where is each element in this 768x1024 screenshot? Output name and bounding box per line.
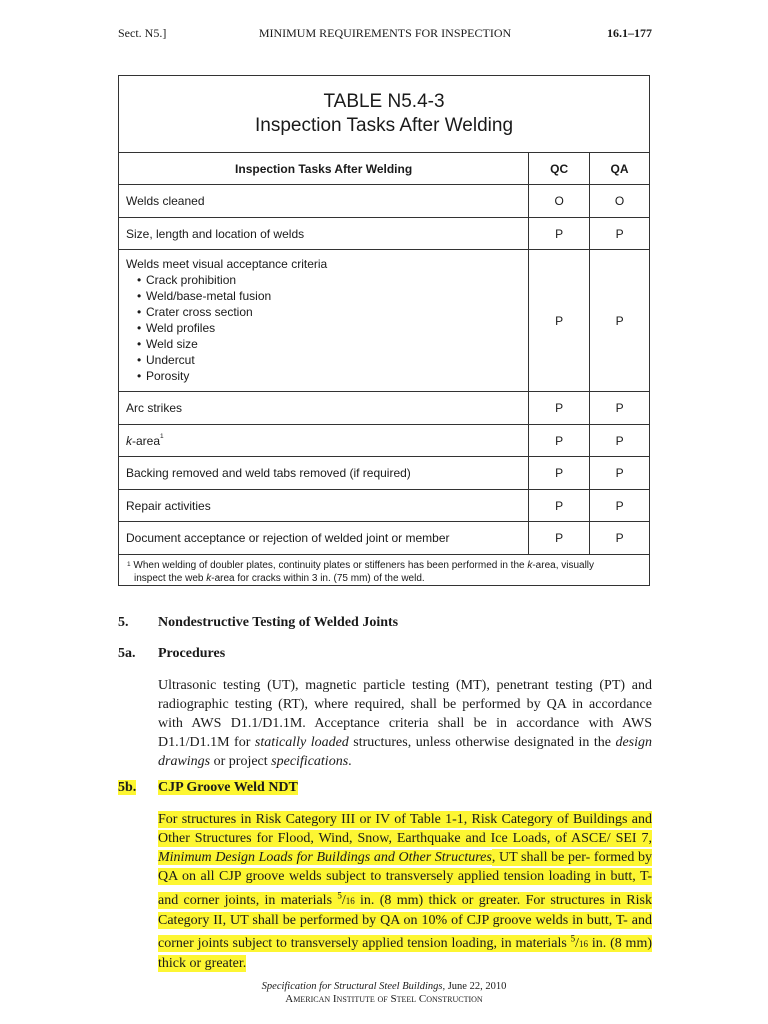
list-item: • Crater cross section xyxy=(139,304,327,320)
task-cell: Welds cleaned xyxy=(119,185,529,217)
fraction: $^5$/16 xyxy=(570,933,589,952)
section-title: Nondestructive Testing of Welded Joints xyxy=(158,615,399,630)
qa-cell: P xyxy=(615,401,624,415)
table-row xyxy=(119,185,649,218)
fraction-numerator: 5 xyxy=(337,890,342,900)
qc-cell: O xyxy=(529,185,590,217)
qc-cell: P xyxy=(529,490,590,521)
italic-term: Minimum Design Loads for Buildings and Other Structures xyxy=(158,850,492,865)
table-row xyxy=(119,522,649,555)
fraction-denominator: 16 xyxy=(345,895,355,906)
task-cell: Document acceptance or rejection of welded joint or member xyxy=(119,522,529,554)
column-header-qa: QA xyxy=(610,161,629,176)
list-item: • Weld/base-metal fusion xyxy=(139,288,327,304)
inspection-table xyxy=(118,75,650,586)
list-item: • Weld profiles xyxy=(139,320,327,336)
highlighted-text: 5b. xyxy=(118,780,137,795)
list-item: • Porosity xyxy=(139,368,327,384)
paragraph-text: Ultrasonic testing (UT), magnetic particle testing (MT), penetrant testing (PT) and radiographic testing (RT), where required, shall be performed by QA in accordance with AWS D1.1/D1.1M. Acceptance criteria shall be in accordance with AWS D1.1/D1.1M for xyxy=(158,678,652,750)
qa-cell: P xyxy=(615,226,624,241)
footnote-number: 1 xyxy=(127,561,131,568)
footer-spec-title: Specification for Structural Steel Buildings, xyxy=(261,981,446,992)
highlighted-text: CJP Groove Weld NDT xyxy=(158,780,298,795)
qa-cell: P xyxy=(615,313,624,328)
criteria-list xyxy=(126,272,327,384)
cjp-paragraph xyxy=(158,810,652,973)
column-header-qc: QC xyxy=(529,153,590,184)
table-number: TABLE N5.4-3 xyxy=(323,91,445,112)
footnote-text: When welding of doubler plates, continuity plates or stiffeners has been performed in the xyxy=(130,560,528,571)
qc-cell: P xyxy=(529,457,590,489)
table-footnote xyxy=(119,555,649,585)
qa-cell: P xyxy=(615,466,624,480)
paragraph-text: structures, unless otherwise designated in the xyxy=(348,735,616,750)
page-number: 16.1–177 xyxy=(607,26,652,40)
table-row xyxy=(119,392,649,425)
list-item: • Undercut xyxy=(139,352,327,368)
criteria-block xyxy=(126,250,327,384)
footer-line-1 xyxy=(0,980,768,993)
table-header-row xyxy=(119,153,649,185)
footnote-mark: 1 xyxy=(160,432,164,440)
task-cell: Repair activities xyxy=(119,490,529,521)
table-row xyxy=(119,490,649,522)
task-cell: Size, length and location of welds xyxy=(119,218,529,249)
fraction-denominator: 16 xyxy=(579,939,589,950)
fraction-numerator: 5 xyxy=(570,933,576,944)
page-footer xyxy=(0,980,768,1006)
k-symbol: k xyxy=(126,433,132,448)
footnote-text: -area for cracks within 3 in. (75 mm) of the weld. xyxy=(211,573,425,584)
table-row xyxy=(119,218,649,250)
qc-cell: P xyxy=(529,250,590,391)
task-cell xyxy=(119,425,529,456)
section-number xyxy=(118,780,136,796)
highlighted-text: , UT shall be per- formed by QA on all CJP groove welds subject to transversely applied tension loading in butt, T- and corner joints, in materials xyxy=(158,850,653,908)
highlighted-text: in. (8 mm) thick or greater. For structures in Risk Category II, UT shall be performed by QA on 10% of CJP groove welds in butt, T- and corner joints subject to transversely applied tension loading, in materials xyxy=(158,892,652,952)
section-number: 5. xyxy=(118,615,129,630)
task-cell xyxy=(119,250,529,391)
column-header-task: Inspection Tasks After Welding xyxy=(119,153,529,184)
list-item: • Crack prohibition xyxy=(139,272,327,288)
qc-cell: P xyxy=(529,392,590,424)
paragraph-text: or project xyxy=(210,754,272,769)
qa-cell: O xyxy=(614,194,625,208)
footer-date: June 22, 2010 xyxy=(445,981,507,992)
fraction: $^5$/16 xyxy=(337,890,355,908)
task-cell: Backing removed and weld tabs removed (if required) xyxy=(119,457,529,489)
list-item: • Weld size xyxy=(139,336,327,352)
qc-cell: P xyxy=(529,218,590,249)
highlighted-text: in. (8 mm) thick or greater. xyxy=(158,936,652,972)
paragraph-text: . xyxy=(348,754,352,769)
section-ref: Sect. N5.] xyxy=(118,26,167,40)
table-row xyxy=(119,425,649,457)
highlighted-text: For structures in Risk Category III or IV of Table 1-1, Risk Category of Buildings and Other Structures for Flood, Wind, Snow, Earthquake and Ice Loads, of ASCE/ SEI 7, xyxy=(158,812,652,846)
running-title: MINIMUM REQUIREMENTS FOR INSPECTION xyxy=(258,26,512,40)
task-cell: Arc strikes xyxy=(119,392,529,424)
qc-cell: P xyxy=(529,522,590,554)
section-number: 5a. xyxy=(118,646,136,661)
footer-publisher: American Institute of Steel Construction xyxy=(285,993,483,1005)
table-row xyxy=(119,250,649,392)
footnote-text: inspect the web xyxy=(134,573,207,584)
italic-term: design drawings xyxy=(158,735,653,769)
footnote-k: k xyxy=(206,573,212,584)
procedures-paragraph xyxy=(158,676,652,771)
section-title: Procedures xyxy=(158,646,226,661)
italic-term: specifications xyxy=(271,754,349,769)
qa-cell: P xyxy=(615,531,624,545)
table-caption: Inspection Tasks After Welding xyxy=(254,115,514,136)
table-row xyxy=(119,457,649,490)
table-title xyxy=(119,76,649,153)
qa-cell: P xyxy=(615,498,624,513)
footnote-k: k xyxy=(527,560,533,571)
criteria-heading: Welds meet visual acceptance criteria xyxy=(126,257,328,271)
footnote-text: -area, visually xyxy=(532,560,595,571)
qa-cell: P xyxy=(615,433,624,448)
italic-term: statically loaded xyxy=(254,735,349,750)
qc-cell: P xyxy=(529,425,590,456)
karea-text: -area xyxy=(132,433,161,448)
page-header xyxy=(118,26,652,42)
section-title xyxy=(158,780,298,796)
